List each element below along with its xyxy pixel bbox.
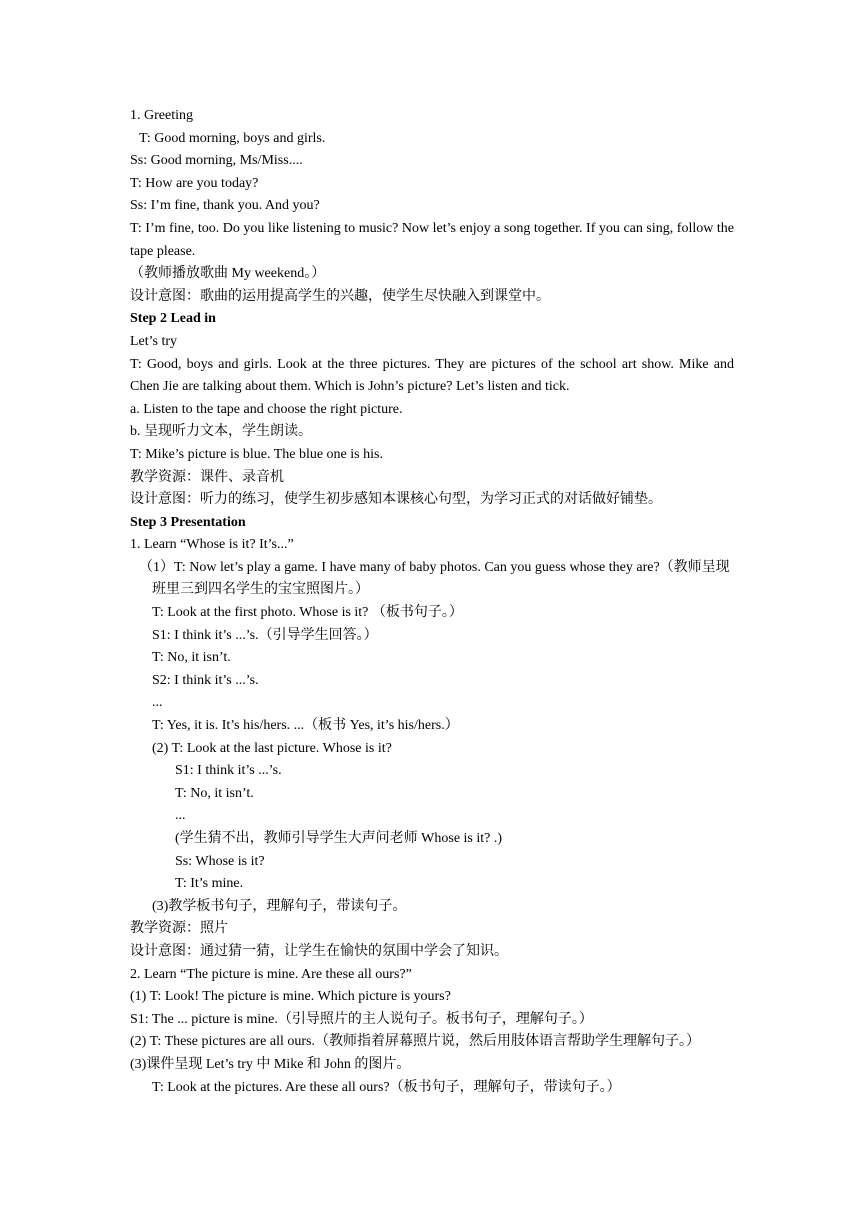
step-heading-lead-in: Step 2 Lead in	[130, 311, 216, 327]
dialogue-line: T: Look at the first photo. Whose is it? （板书句子。）	[152, 605, 463, 621]
dialogue-paragraph: （1）T: Now let’s play a game. I have many of baby photos. Can you guess whose they are?（教师呈现班里三到四名学生的宝宝照图片。）	[139, 559, 730, 598]
dialogue-line: S1: I think it’s ...’s.（引导学生回答。）	[152, 627, 378, 643]
subsection-title: 2. Learn “The picture is mine. Are these all ours?”	[130, 966, 412, 982]
design-intent: 设计意图：歌曲的运用提高学生的兴趣，使学生尽快融入到课堂中。	[130, 288, 550, 304]
teaching-resources: 教学资源：课件、录音机	[130, 469, 284, 485]
teacher-note: (学生猜不出，教师引导学生大声问老师 Whose is it? .)	[175, 831, 503, 846]
dialogue-line: T: No, it isn’t.	[175, 785, 254, 801]
dialogue-line: T: It’s mine.	[175, 876, 244, 892]
dialogue-line: Ss: Good morning, Ms/Miss....	[130, 153, 303, 169]
dialogue-line: T: Look at the pictures. Are these all ours?（板书句子，理解句子，带读句子。）	[152, 1079, 621, 1095]
ellipsis-line: ...	[175, 808, 186, 824]
instruction-item: a. Listen to the tape and choose the right picture.	[130, 401, 403, 417]
dialogue-line: S1: The ... picture is mine.（引导照片的主人说句子。板书句子，理解句子。）	[130, 1011, 593, 1027]
teacher-note: （教师播放歌曲 My weekend。）	[130, 266, 326, 282]
dialogue-line: T: How are you today?	[130, 175, 259, 191]
dialogue-paragraph: T: I’m fine, too. Do you like listening to music? Now let’s enjoy a song together. If you can sing, follow the tape please.	[130, 220, 734, 259]
dialogue-line: T: No, it isn’t.	[152, 650, 231, 666]
ellipsis-line: ...	[152, 695, 163, 711]
teacher-note: (3)课件呈现 Let’s try 中 Mike 和 John 的图片。	[130, 1056, 411, 1072]
design-intent: 设计意图：听力的练习，使学生初步感知本课核心句型，为学习正式的对话做好铺垫。	[130, 492, 662, 508]
dialogue-line: T: Mike’s picture is blue. The blue one is his.	[130, 446, 383, 462]
dialogue-line: (1) T: Look! The picture is mine. Which picture is yours?	[130, 989, 451, 1005]
instruction-item: b. 呈现听力文本，学生朗读。	[130, 424, 312, 440]
dialogue-line: T: Yes, it is. It’s his/hers. ...（板书 Yes, it’s his/hers.）	[152, 718, 459, 734]
activity-title: Let’s try	[130, 333, 178, 349]
dialogue-line: T: Good morning, boys and girls.	[139, 130, 326, 146]
dialogue-line: Ss: Whose is it?	[175, 853, 265, 869]
document-page	[130, 105, 734, 1099]
dialogue-line: (2) T: These pictures are all ours.（教师指着屏幕照片说，然后用肢体语言帮助学生理解句子。）	[130, 1034, 700, 1050]
dialogue-line: (2) T: Look at the last picture. Whose is it?	[152, 740, 392, 756]
section-greeting: 1. Greeting	[130, 108, 193, 123]
dialogue-line: S2: I think it’s ...’s.	[152, 672, 259, 688]
design-intent: 设计意图：通过猜一猜，让学生在愉快的氛围中学会了知识。	[130, 943, 508, 959]
step-heading-presentation: Step 3 Presentation	[130, 514, 246, 530]
subsection-title: 1. Learn “Whose is it? It’s...”	[130, 537, 294, 553]
dialogue-line: Ss: I’m fine, thank you. And you?	[130, 198, 320, 214]
dialogue-paragraph: T: Good, boys and girls. Look at the three pictures. They are pictures of the school art show. Mike and Chen Jie are talking about them. Which is John’s picture? Let’s listen and tick.	[130, 356, 734, 395]
teacher-note: (3)教学板书句子，理解句子，带读句子。	[152, 898, 407, 914]
dialogue-line: S1: I think it’s ...’s.	[175, 763, 282, 779]
teaching-resources: 教学资源：照片	[130, 921, 228, 937]
